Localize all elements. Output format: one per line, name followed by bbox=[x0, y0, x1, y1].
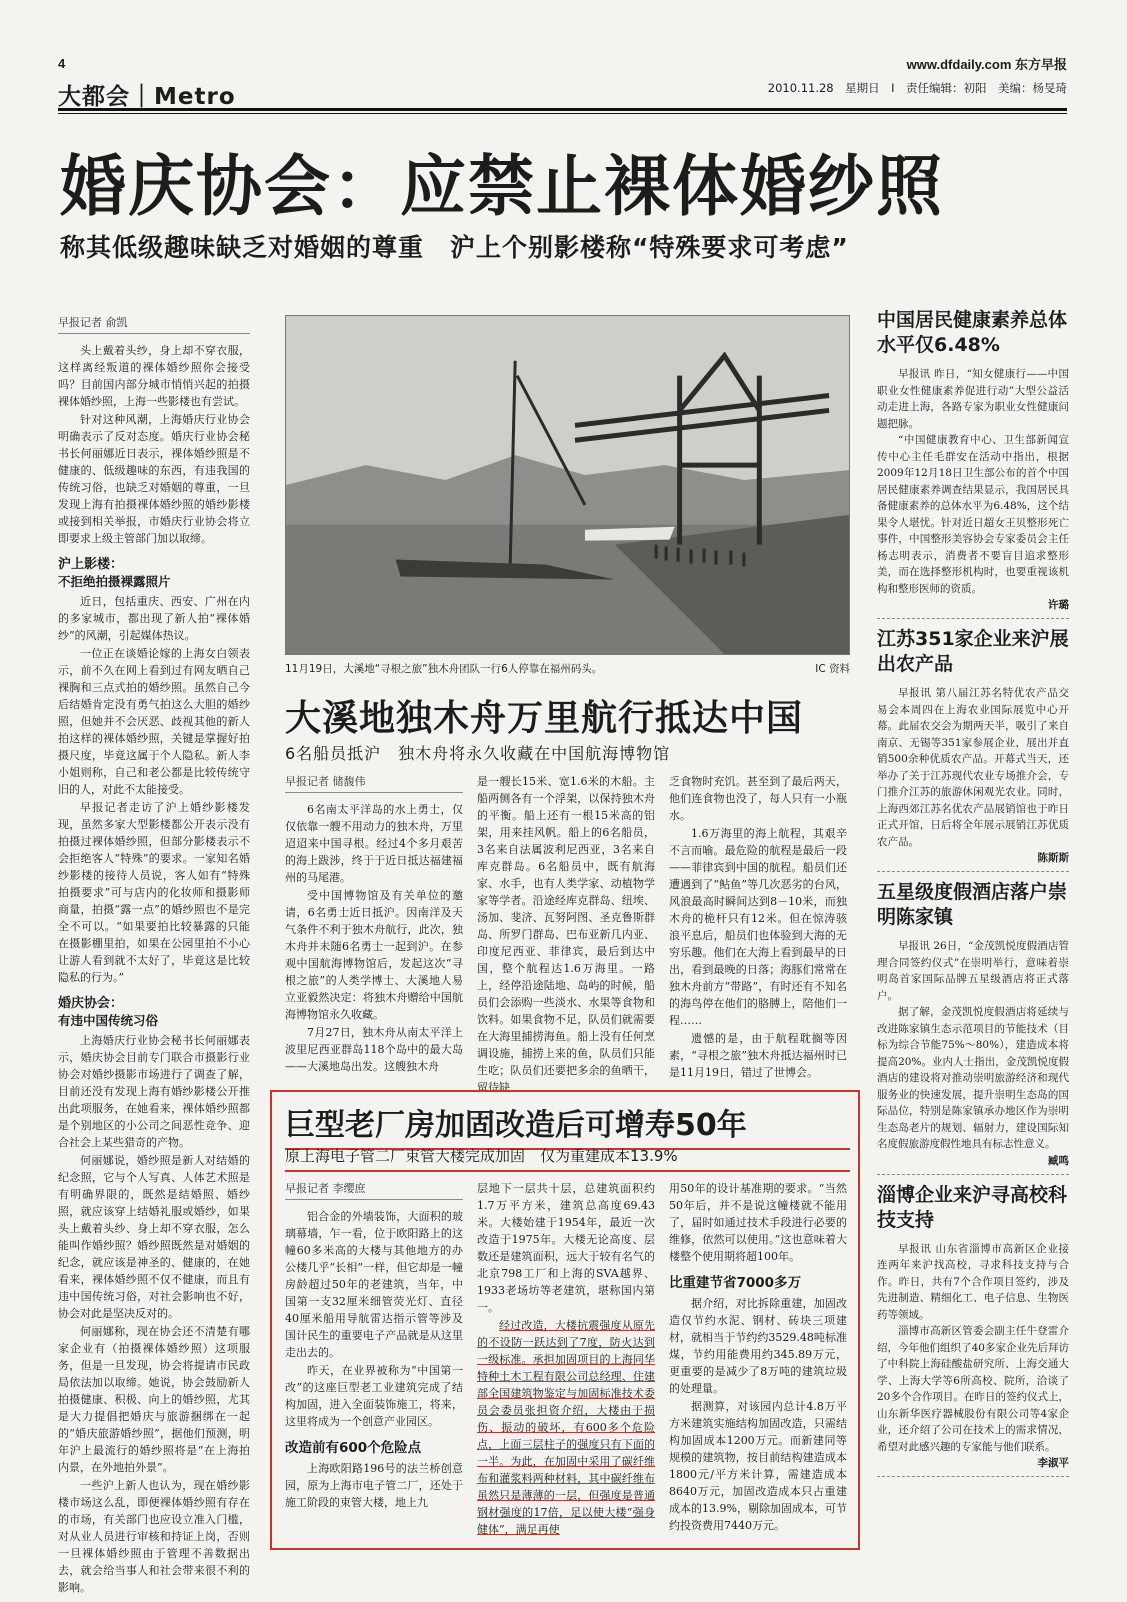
brief-text bbox=[877, 366, 1069, 597]
story2-column bbox=[477, 773, 655, 1094]
paragraph: 早报讯 山东省淄博市高新区企业接连两年来沪找高校，寻求科技支持与合作。昨日，共有7个合作项目签约，涉及先进制造、精细化工、电子信息、生物医药等领域。 bbox=[877, 1242, 1069, 1321]
paragraph: 早报记者走访了沪上婚纱影楼发现，虽然多家大型影楼都公开表示没有拍摄过裸体婚纱照，但部分影楼表示不会拒绝客人“特殊”的要求。一家知名婚纱影楼的接待人员说，客人如有“特殊拍摄要求”可与店内的化妆师和摄影师商量，拍摄“露一点”的婚纱照也不是完全不可以。“如果要拍比较暴露的只能在摄影棚里拍，如果在公园里拍不小心让游人看到就不太好了，毕竟这是比较隐私的行为。” bbox=[58, 801, 250, 984]
story2-headline: 大溪地独木舟万里航行抵达中国 bbox=[285, 698, 804, 739]
paragraph: “中国健康教育中心、卫生部新闻宣传中心主任毛群安在活动中指出，根据2009年12月18日卫生部公布的首个中国居民健康素养调查结果显示，我国居民具备健康素养的总体水平为6.48%，这个结果令人堪忧。针对近日超女王贝整形死亡事件，中国整形美容协会专家委员会主任杨志明表示，消费者不要盲目追求整形美，而在选择整形机构时，也要重视该机构和整形医师的资质。 bbox=[877, 434, 1069, 595]
story3-byline: 早报记者 李缨庶 bbox=[285, 1180, 463, 1200]
paragraph: 据测算，对该园内总计4.8万平方米建筑实施结构加固改造，只需结构加固成本1200万元。而新建同等规模的建筑物，按目前结构建造成本1800元/平方米计算，需建造成本8640万元，加固改造成本只占重建成本的13.9%，剔除加固成本，可节约投资费用7440万元。 bbox=[669, 1400, 847, 1532]
story2-byline: 早报记者 储馥伟 bbox=[285, 773, 463, 793]
paragraph: 用50年的设计基准期的要求。“当然50年后，并不是说这幢楼就不能用了，届时如通过技术手段进行必要的维修，依然可以使用。”这也意味着大楼整个使用期将超100年。 bbox=[669, 1182, 847, 1263]
photo-caption-row bbox=[285, 661, 850, 676]
brief-item bbox=[877, 1183, 1069, 1478]
paragraph: 早报讯 26日，“金茂凯悦度假酒店管理合同签约仪式”在崇明举行，意味着崇明岛首家国际品牌五星级酒店将正式落户。 bbox=[877, 940, 1069, 1002]
paragraph: 铝合金的外墙装饰，大面积的玻璃幕墙，乍一看，位于欧阳路上的这幢60多米高的大楼与其他地方的办公楼几乎“长相”一样，但它却是一幢房龄超过50年的老建筑，当年，中国第一支32厘米细管荧光灯、直径40厘米船用导航雷达指示管等涉及国计民生的重要电子产品就是从这里走出去的。 bbox=[285, 1210, 463, 1359]
section-title: 大都会｜Metro bbox=[58, 84, 236, 110]
paragraph: 据了解，金茂凯悦度假酒店将延续与改进陈家镇生态示范项目的节能技术（目标为综合节能75%～80%），建造成本将提高20%。业内人士指出，金茂凯悦度假酒店的建设将对推动崇明旅游经济和现代服务业的快速发展，提升崇明生态岛的国际品位，特别是陈家镇承办地区作为崇明生态岛老片的规划、辐射力，建设国际知名度假旅游度假性地具有标志性意义。 bbox=[877, 1006, 1069, 1150]
story2-subhead: 6名船员抵沪 独木舟将永久收藏在中国航海博物馆 bbox=[285, 744, 671, 763]
paragraph: 7月27日，独木舟从南太平洋上波里尼西亚群岛118个岛中的最大岛——大溪地岛出发。这艘独木舟 bbox=[285, 1026, 463, 1073]
paragraph: 6名南太平洋岛的水上勇士，仅仅依靠一艘不用动力的独木舟，万里迢迢来中国寻根。经过4个多月艰苦的海上跋涉，终于于近日抵达福建福州的马尾港。 bbox=[285, 803, 463, 884]
story3-body bbox=[285, 1180, 850, 1548]
kicker: 沪上影楼： bbox=[58, 557, 124, 572]
story2-column bbox=[669, 773, 847, 1091]
story3-column bbox=[669, 1180, 847, 1548]
brief-signature: 李淑平 bbox=[1037, 1457, 1069, 1469]
paragraph: 上海欧阳路196号的法兰桥创意园，原为上海市电子管二厂，还处于施工阶段的束管大楼，地上九 bbox=[285, 1462, 463, 1509]
subtitle: 不拒绝拍摄裸露照片 bbox=[58, 574, 171, 589]
brief-signature: 陈斯斯 bbox=[1037, 852, 1069, 864]
lead-story-column bbox=[58, 314, 250, 1594]
lead-body bbox=[58, 342, 250, 1596]
brief-signature: 臧鸣 bbox=[1048, 1154, 1069, 1167]
paragraph: 1.6万海里的海上航程，其艰辛不言而喻。最危险的航程是最后一段——菲律宾到中国的航程。船员们还遭遇到了“鲇鱼”等几次恶劣的台风，风浪最高时瞬间达到8－10米，而独木舟的桅杆只有12米。但在惊涛骇浪平息后，船员们也体验到大海的无穷乐趣。他们在大海上看到最早的日出，看到最晚的日落；海豚们常常在独木舟前方“带路”，有时还有不知名的海鸟停在他们的胳膊上，陪他们一程…… bbox=[669, 827, 847, 1027]
paragraph: 针对这种风潮，上海婚庆行业协会明确表示了反对态度。婚庆行业协会秘书长何丽娜近日表示，裸体婚纱照是不健康的、低级趣味的东西，有违我国的传统习俗，也缺乏对婚姻的尊重，一旦发现上海有拍摄裸体婚纱照的婚纱影楼或接到相关举报，市婚庆行业协会将立即要求上级主管部门加以取缔。 bbox=[58, 413, 250, 545]
site-url[interactable]: www.dfdaily.com 东方早报 bbox=[906, 57, 1067, 72]
harbor-photo bbox=[285, 315, 850, 655]
lead-byline: 早报记者 俞凯 bbox=[58, 314, 250, 334]
brief-text bbox=[877, 685, 1069, 850]
paragraph: 据介绍，对比拆除重建，加固改造仅节约水泥、钢材、砖块三项建材，就相当于节约约3529.48吨标准煤，节约用能费用约345.89万元，更重要的是减少了8万吨的建筑垃圾的处理量。 bbox=[669, 1297, 847, 1395]
page-number: 4 bbox=[58, 56, 66, 71]
brief-item bbox=[877, 308, 1069, 619]
main-headline: 婚庆协会：应禁止裸体婚纱照 bbox=[60, 148, 944, 225]
subtitle: 改造前有600个危险点 bbox=[285, 1440, 422, 1456]
story2-body bbox=[285, 773, 850, 1094]
brief-text bbox=[877, 1241, 1069, 1456]
paragraph: 上海婚庆行业协会秘书长何丽娜表示，婚庆协会目前专门联合市摄影行业协会对婚纱摄影市场进行了调查了解，目前还没有发现上海有婚纱影楼公开推出此项服务，在她看来，裸体婚纱照都是个别地区的小公司之间恶性竞争、迎合社会上某些猎奇的产物。 bbox=[58, 1034, 250, 1149]
brief-title: 五星级度假酒店落户崇明陈家镇 bbox=[877, 881, 1068, 928]
paragraph: 受中国博物馆及有关单位的邀请，6名勇士近日抵沪。因南洋及天气条件不利于独木舟航行，此次，独木舟并未随6名勇士一起到沪。在参观中国航海博物馆后，发起这次“寻根之旅”的人类学博士、大溪地人易立亚毅然决定：将独木舟赠给中国航海博物馆永久收藏。 bbox=[285, 889, 463, 1021]
paragraph: 乏食物时充饥。甚至到了最后两天，他们连食物也没了，每人只有一小瓶水。 bbox=[669, 775, 847, 822]
brief-title: 江苏351家企业来沪展出农产品 bbox=[877, 628, 1069, 675]
brief-title: 中国居民健康素养总体水平仅6.48% bbox=[877, 309, 1068, 356]
paragraph: 经过改造，大楼抗震强度从原先的不设防一跃达到了7度，防火达到一级标准。承担加固项目的上海同华特种土木工程有限公司总经理、住建部全国建筑物鉴定与加固标准技术委员会委员张担资介绍，大楼由于损伤、振动的破坏，有600多个危险点，上面三层柱子的强度只有下面的一半。为此，在加固中采用了碳纤维布和灌浆料两种材料，其中碳纤维布虽然只是薄薄的一层，但强度是普通钢材强度的17倍，足以使大楼“强身健体”，满足再使 bbox=[477, 1319, 655, 1536]
paragraph: 昨天，在业界被称为“中国第一改”的这座巨型老工业建筑完成了结构加固，进入全面装饰施工，将来，这里将成为一个创意产业园区。 bbox=[285, 1364, 463, 1428]
paragraph: 遗憾的是，由于航程耽搁等因素，“寻根之旅”独木舟抵达福州时已是11月19日，错过了世博会。 bbox=[669, 1032, 847, 1079]
kicker: 婚庆协会： bbox=[58, 996, 124, 1011]
story2-column bbox=[285, 773, 463, 1091]
paragraph: 是一艘长15米、宽1.6米的木船。主船两侧各有一个浮架，以保持独木舟的平衡。船上还有一根15米高的铝架，用来挂风帆。船上的6名船员，3名来自法属波利尼西亚，3名来自库克群岛。6名船员中，既有航海家、水手，也有人类学家、动植物学家等学者。沿途经库克群岛、纽埃、汤加、斐济、瓦努阿图、圣克鲁斯群岛、所罗门群岛、巴布亚新几内亚、印度尼西亚、菲律宾，最后到达中国，整个航程达1.6万海里。一路上，经停沿途陆地、岛屿的时候，船员们会添购一些淡水、水果等食物和饮料。如果食物不足，队员们就需要在大海里捕捞海鱼。船上没有任何烹调设施，捕捞上来的鱼，队员们只能生吃；队员们还要把多余的鱼晒干，留待缺 bbox=[477, 775, 655, 1094]
main-subhead: 称其低级趣味缺乏对婚姻的尊重 沪上个别影楼称“特殊要求可考虑” bbox=[60, 233, 849, 262]
brief-title: 淄博企业来沪寻高校科技支持 bbox=[877, 1183, 1068, 1231]
dateline: 2010.11.28 星期日 I 责任编辑：初阳 美编：杨旻琦 bbox=[767, 81, 1067, 95]
brief-item bbox=[877, 880, 1069, 1175]
paragraph: 近日，包括重庆、西安、广州在内的多家城市，都出现了新人拍“裸体婚纱”的风潮，引起媒体热议。 bbox=[58, 595, 250, 642]
photo-caption: 11月19日，大溪地“寻根之旅”独木舟团队一行6人停靠在福州码头。 bbox=[285, 663, 603, 675]
subtitle: 有违中国传统习俗 bbox=[58, 1013, 159, 1028]
paragraph: 一些沪上新人也认为，现在婚纱影楼市场这么乱，即便裸体婚纱照有存在的市场，有关部门也应设立准入门槛，对从业人员进行审核和持证上岗，否则一旦裸体婚纱照由于管理不善数据出去，就会给当事人和社会带来很不利的影响。 bbox=[58, 1479, 250, 1594]
story3-headline: 巨型老厂房加固改造后可增寿50年 bbox=[285, 1100, 850, 1150]
story3-subhead: 原上海电子管二厂束管大楼完成加固 仅为重建成本13.9% bbox=[285, 1145, 850, 1172]
brief-item bbox=[877, 627, 1069, 872]
paragraph: 一位正在谈婚论嫁的上海女白领表示，前不久在网上看到过有网友晒自己裸胸和三点式拍的婚纱照。虽然自己今后结婚肯定没有勇气拍这么大胆的婚纱照，但她并不会厌恶、歧视其他的新人拍这样的裸体婚纱照，关键是掌握好拍摄尺度，毕竟这属于个人隐私。新人李小姐则称，自己和老公都是比较传统守旧的人，对此不太能接受。 bbox=[58, 647, 250, 796]
photo-credit: IC 资料 bbox=[815, 663, 850, 675]
paragraph: 早报讯 第八届江苏名特优农产品交易会本周四在上海农业国际展览中心开幕。此届农交会为期两天半，吸引了来自南京、无锡等351家参展企业，展出并直销500余种优质农产品。开幕式当天，还举办了关于江苏现代农业专场推介会，专门推介江苏的旅游休闲观光农业。同时，上海西郊江苏名优农产品展销馆也于昨日正式开馆，日后将全年展示展销江苏优质农产品。 bbox=[877, 687, 1069, 848]
paragraph: 何丽娜称，现在协会还不清楚有哪家企业有（拍摄裸体婚纱照）这项服务，但是一旦发现，协会将提请市民政局依法加以取缔。她说，协会鼓励新人拍摄健康、积极、向上的婚纱照，尤其是大力提倡把婚庆与旅游捆绑在一起的“婚庆旅游婚纱照”，据他们预测，明年沪上最流行的婚纱照将是“在上海拍内景，在外地拍外景”。 bbox=[58, 1325, 250, 1474]
masthead-rule-thin bbox=[58, 113, 1067, 114]
story3-column bbox=[477, 1180, 655, 1548]
paragraph: 层地下一层共十层，总建筑面积约1.7万平方米，建筑总高度69.43米。大楼始建于1954年，最近一次改造于1975年。大楼无论高度、层数还是建筑面积，远大于较有名气的北京798工厂和上海的SVA越界、1933老场坊等老建筑，堪称国内第一。 bbox=[477, 1182, 655, 1314]
brief-signature: 许璐 bbox=[1048, 599, 1069, 611]
masthead-rule bbox=[58, 108, 1067, 111]
photo-illustration bbox=[286, 316, 849, 654]
subtitle: 比重建节省7000多万 bbox=[669, 1275, 802, 1291]
story3-column bbox=[285, 1180, 463, 1548]
briefs-column bbox=[877, 308, 1069, 1553]
paragraph: 头上戴着头纱，身上却不穿衣服，这样离经叛道的裸体婚纱照你会接受吗？目前国内部分城市悄悄兴起的拍摄裸体婚纱照，上海一些影楼也有尝试。 bbox=[58, 344, 250, 408]
brief-text bbox=[877, 938, 1069, 1153]
paragraph: 何丽娜说，婚纱照是新人对结婚的纪念照，它与个人写真、人体艺术照是有明确界限的，既然是结婚照、婚纱照，就应该穿上结婚礼服或婚纱，如果头上戴着头纱、身上却不穿衣服，怎么能叫作婚纱照？婚纱照既然是对婚姻的纪念，就应该是神圣的、健康的，在她看来，裸体婚纱照不仅不健康，而且有违中国传统习俗，对社会影响也不好，协会对此是坚决反对的。 bbox=[58, 1154, 250, 1320]
paragraph: 淄博市高新区管委会副主任牛登雷介绍，今年他们组织了40多家企业先后拜访了中科院上海硅酸盐研究所、上海交通大学、上海大学等6所高校、院所，洽谈了20多个合作项目。在昨日的签约仪式上，山东新华医疗器械股份有限公司等4家企业，还介绍了公司在技术上的需求情况，希望对此感兴趣的专家能与他们联系。 bbox=[877, 1325, 1069, 1453]
paragraph: 早报讯 昨日，“知女健康行——中国职业女性健康素养促进行动”大型公益活动走进上海，各路专家为职业女性健康问题把脉。 bbox=[877, 368, 1069, 430]
